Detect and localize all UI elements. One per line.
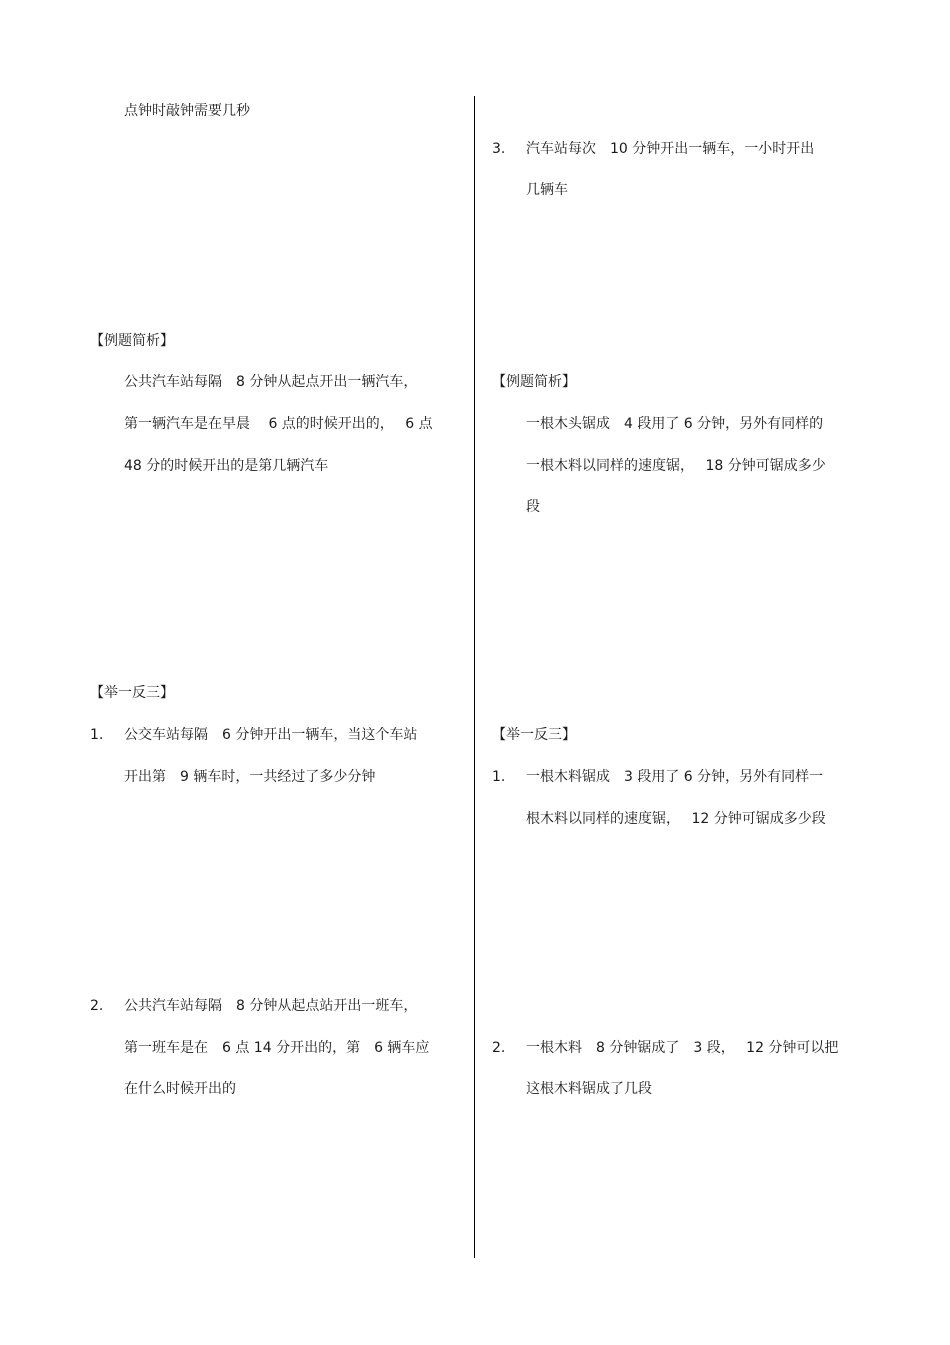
left-practice-item-line: 公交车站每隔 6 分钟开出一辆车，当这个车站 [124, 727, 418, 743]
right-practice-item-line: 一根木料锯成 3 段用了 6 分钟，另外有同样一 [526, 769, 824, 785]
left-practice-item-line: 公共汽车站每隔 8 分钟从起点站开出一班车， [124, 998, 418, 1014]
left-practice-item-line: 在什么时候开出的 [124, 1081, 236, 1097]
right-practice-item-line: 这根木料锯成了几段 [526, 1081, 652, 1097]
left-practice-item-number: 1. [90, 727, 104, 743]
right-example-header: 【例题简析】 [492, 374, 576, 390]
right-example-line: 一根木头锯成 4 段用了 6 分钟，另外有同样的 [526, 416, 824, 432]
left-example-line: 48 分的时候开出的是第几辆汽车 [124, 458, 329, 474]
left-example-line: 公共汽车站每隔 8 分钟从起点开出一辆汽车， [124, 374, 418, 390]
right-item3-line: 汽车站每次 10 分钟开出一辆车，一小时开出 [526, 141, 815, 157]
right-practice-item-number: 2. [492, 1040, 506, 1056]
right-practice-item-line: 一根木料 8 分钟锯成了 3 段， 12 分钟可以把 [526, 1040, 839, 1056]
right-example-line: 一根木料以同样的速度锯， 18 分钟可锯成多少 [526, 458, 826, 474]
right-practice-item-line: 根木料以同样的速度锯， 12 分钟可锯成多少段 [526, 811, 826, 827]
right-item3-number: 3. [492, 141, 506, 157]
right-item3-line: 几辆车 [526, 182, 568, 198]
right-practice-item-number: 1. [492, 769, 506, 785]
column-divider [474, 96, 475, 1258]
left-practice-item-line: 第一班车是在 6 点 14 分开出的，第 6 辆车应 [124, 1040, 430, 1056]
left-example-line: 第一辆汽车是在早晨 6 点的时候开出的， 6 点 [124, 416, 433, 432]
right-example-line: 段 [526, 499, 540, 515]
right-practice-header: 【举一反三】 [492, 727, 576, 743]
left-practice-item-number: 2. [90, 998, 104, 1014]
left-practice-header: 【举一反三】 [90, 685, 174, 701]
left-top-line: 点钟时敲钟需要几秒 [124, 103, 250, 119]
left-example-header: 【例题简析】 [90, 333, 174, 349]
left-practice-item-line: 开出第 9 辆车时，一共经过了多少分钟 [124, 769, 376, 785]
